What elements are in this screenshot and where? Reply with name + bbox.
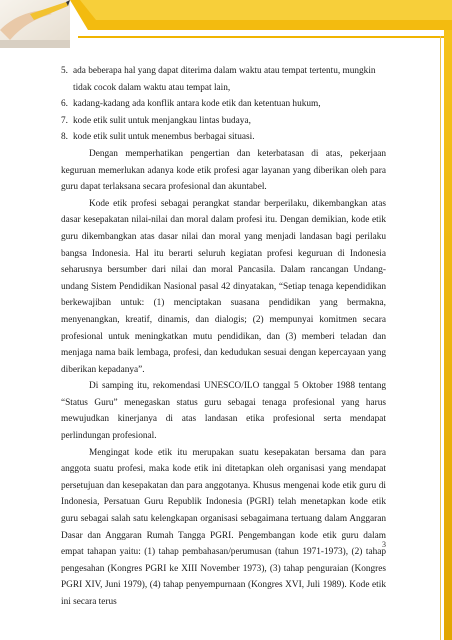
list-item xyxy=(61,63,386,96)
paragraph: Di samping itu, rekomendasi UNESCO/ILO tanggal 5 Oktober 1988 tentang “Status Guru” menegaskan status guru sebagai tenaga profesional yang harus mewujudkan kinerjanya di atas landasan etika profesional serta mendapat perlindungan profesional. xyxy=(61,381,386,442)
list-text: kadang-kadang ada konflik antara kode etik dan ketentuan hukum, xyxy=(73,99,321,110)
list-item xyxy=(61,113,386,130)
paragraph: Kode etik profesi sebagai perangkat standar berperilaku, dikembangkan atas dasar kesepakatan nilai-nilai dan moral dalam profesi itu. Dengan demikian, kode etik guru dikembangkan atas dasar nilai dan moral yang menjadi landasan bagi perilaku bangsa Indonesia. Hal itu berarti seluruh kegiatan profesi keguruan di Indonesia seharusnya bersumber dari nilai dan moral Pancasila. Dalam rancangan Undang-undang Sistem Pendidikan Nasional pasal 42 dinyatakan, “Setiap tenaga kependidikan berkewajiban untuk: (1) menciptakan suasana pendidikan yang bermakna, menyenangkan, kreatif, dinamis, dan dialogis; (2) mempunyai komitmen secara profesional untuk meningkatkan mutu pendidikan, dan (3) memberi teladan dan menjaga nama baik lembaga, profesi, dan kedudukan sesuai dengan kepercayaan yang diberikan kepadanya”. xyxy=(61,198,386,375)
body-text xyxy=(61,63,386,611)
list-number: 6. xyxy=(61,99,68,110)
header-rule xyxy=(78,36,452,38)
header-hand-pencil-image xyxy=(0,0,70,48)
right-thin-rule xyxy=(440,36,441,640)
header-gold-band xyxy=(70,0,452,30)
list-number: 7. xyxy=(61,115,68,126)
paragraph: Mengingat kode etik itu merupakan suatu kesepakatan bersama dan para anggota suatu profesi, maka kode etik ini ditetapkan oleh organisasi yang mendapat persetujuan dan kesepakatan dan para anggotanya. Khusus mengenai kode etik guru di Indonesia, Persatuan Guru Republik Indonesia (PGRI) telah menetapkan kode etik guru sebagai salah satu kelengkapan organisasi sebagaimana tertuang dalam Anggaran Dasar dan Anggaran Rumah Tangga PGRI. Pengembangan kode etik guru dalam empat tahapan yaitu: (1) tahap pembahasan/perumusan (tahun 1971-1973), (2) tahap pengesahan (Kongres PGRI ke XIII November 1973), (3) tahap penguraian (Kongres PGRI XIV, Juni 1979), (4) tahap penyempurnaan (Kongres XVI, Juli 1989). Kode etik ini secara terus xyxy=(61,447,386,607)
list-text: kode etik sulit untuk menjangkau lintas budaya, xyxy=(73,115,251,126)
list-number: 8. xyxy=(61,132,68,143)
page-number: 3 xyxy=(382,540,386,549)
list-item xyxy=(61,96,386,113)
right-gold-edge xyxy=(444,30,452,640)
numbered-list xyxy=(61,63,386,146)
list-text: ada beberapa hal yang dapat diterima dalam waktu atau tempat tertentu, mungkin tidak cocok dalam waktu atau tempat lain, xyxy=(73,66,376,93)
list-number: 5. xyxy=(61,66,68,76)
paragraph: Dengan memperhatikan pengertian dan keterbatasan di atas, pekerjaan keguruan memerlukan adanya kode etik profesi agar layanan yang diberikan oleh para guru dapat terlaksana secara profesional dan akuntabel. xyxy=(61,148,386,193)
list-item xyxy=(61,129,386,146)
list-text: kode etik sulit untuk menembus berbagai situasi. xyxy=(73,132,255,143)
